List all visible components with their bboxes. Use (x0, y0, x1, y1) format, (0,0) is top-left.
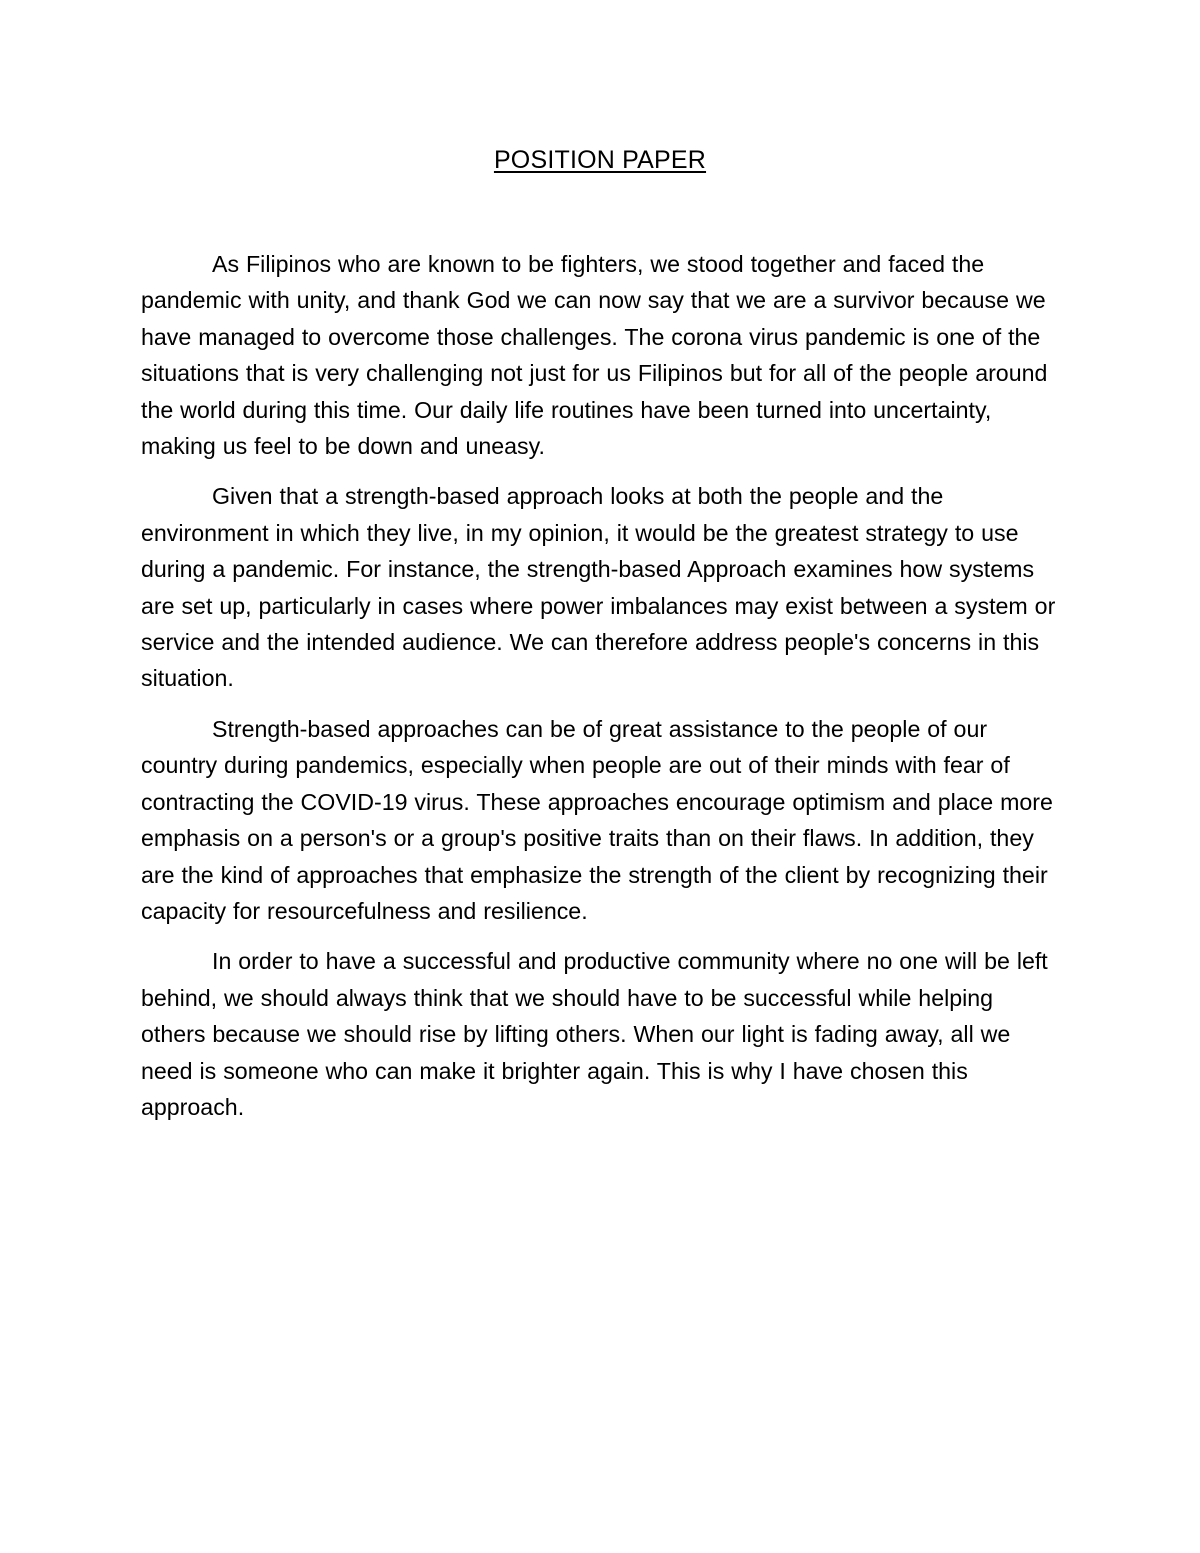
document-body (141, 246, 1061, 1139)
paragraph-3: Strength-based approaches can be of great assistance to the people of our country during pandemics, especially when people are out of their minds with fear of contracting the COVID-19 virus. These approaches encourage optimism and place more emphasis on a person's or a group's positive traits than on their flaws. In addition, they are the kind of approaches that emphasize the strength of the client by recognizing their capacity for resourcefulness and resilience. (141, 715, 1053, 924)
paragraph-4: In order to have a successful and productive community where no one will be left behind, we should always think that we should have to be successful while helping others because we should rise by lifting others. When our light is fading away, all we need is someone who can make it brighter again. This is why I have chosen this approach. (141, 948, 1048, 1120)
paragraph-2: Given that a strength-based approach looks at both the people and the environment in which they live, in my opinion, it would be the greatest strategy to use during a pandemic. For instance, the strength-based Approach examines how systems are set up, particularly in cases where power imbalances may exist between a system or service and the intended audience. We can therefore address people's concerns in this situation. (141, 483, 1056, 692)
page-title: POSITION PAPER (493, 146, 707, 174)
paragraph-1: As Filipinos who are known to be fighters, we stood together and faced the pandemic with unity, and thank God we can now say that we are a survivor because we have managed to overcome those challenges. The corona virus pandemic is one of the situations that is very challenging not just for us Filipinos but for all of the people around the world during this time. Our daily life routines have been turned into uncertainty, making us feel to be down and uneasy. (141, 251, 1048, 460)
